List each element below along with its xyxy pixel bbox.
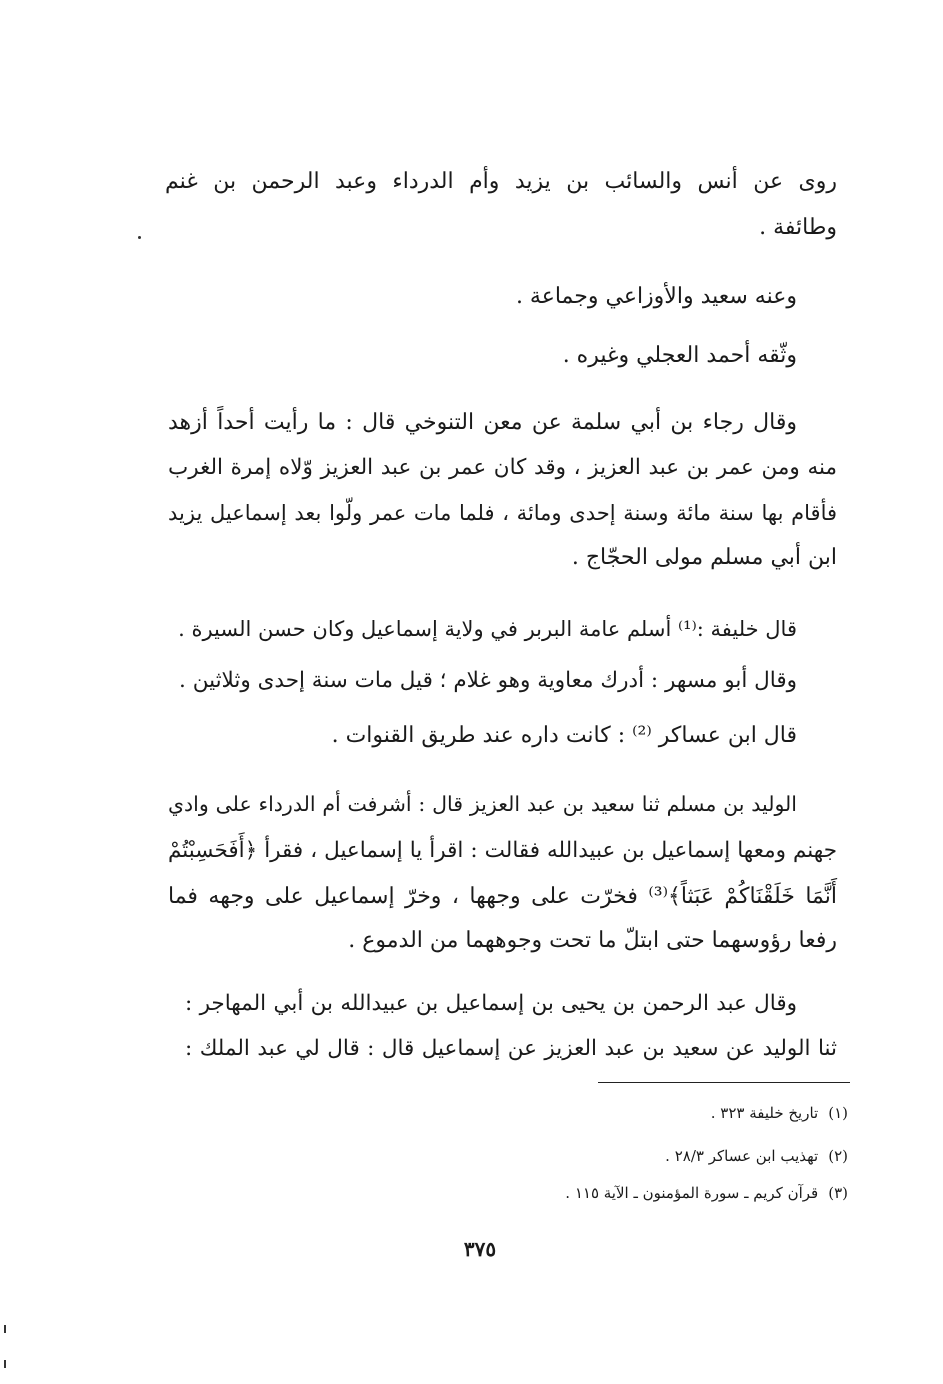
body-text-line: ثنا الوليد عن سعيد بن عبد العزيز عن إسماعيل قال : قال لي عبد الملك : — [185, 1036, 837, 1061]
footnote-text: قرآن كريم ـ سورة المؤمنون ـ الآية ١١٥ . — [565, 1184, 819, 1202]
body-text-line: روى عن أنس والسائب بن يزيد وأم الدرداء وعبد الرحمن بن غنم — [165, 169, 837, 194]
body-text-line: جهنم ومعها إسماعيل بن عبيدالله فقالت : اقرأ يا إسماعيل ، فقرأ ﴿أَفَحَسِبْتُمْ — [168, 838, 837, 863]
footnote — [565, 1182, 848, 1204]
body-text-line: وعنه سعيد والأوزاعي وجماعة . — [515, 284, 797, 309]
scan-speck — [4, 1360, 6, 1368]
footnote — [665, 1145, 848, 1167]
body-text-line: وثّقه أحمد العجلي وغيره . — [562, 343, 797, 368]
body-text-line: وقال عبد الرحمن بن يحيى بن إسماعيل بن عبيدالله بن أبي المهاجر : — [185, 991, 797, 1016]
body-text-line: الوليد بن مسلم ثنا سعيد بن عبد العزيز قال : أشرفت أم الدرداء على وادي — [168, 792, 797, 816]
body-text-line: قال ابن عساكر ⁽²⁾ : كانت داره عند طريق القنوات . — [331, 723, 797, 748]
footnote-text: تهذيب ابن عساكر ٢٨/٣ . — [665, 1147, 819, 1165]
body-text-line: منه ومن عمر بن عبد العزيز ، وقد كان عمر بن عبد العزيز وّلاه إمرة الغرب — [168, 455, 837, 480]
page-number: ٣٧٥ — [463, 1237, 497, 1261]
scan-speck — [138, 236, 141, 239]
body-text-line: قال خليفة :⁽¹⁾ أسلم عامة البربر في ولاية إسماعيل وكان حسن السيرة . — [178, 617, 797, 641]
body-text-line: ابن أبي مسلم مولى الحجّاج . — [571, 545, 837, 570]
footnote-text: تاريخ خليفة ٣٢٣ . — [710, 1104, 819, 1122]
footnote-marker: (١) — [828, 1104, 848, 1122]
footnote-separator — [598, 1082, 850, 1083]
footnote-marker: (٣) — [828, 1184, 848, 1202]
body-text-line: وقال رجاء بن أبي سلمة عن معن التنوخي قال : ما رأيت أحداً أزهد — [168, 410, 797, 435]
body-text-line: أَنَّمَا خَلَقْنَاكُمْ عَبَثاً﴾⁽³⁾ فخرّت على وجهها ، وخرّ إسماعيل على وجهه فما — [168, 884, 837, 909]
body-text-line: وقال أبو مسهر : أدرك معاوية وهو غلام ؛ قيل مات سنة إحدى وثلاثين . — [179, 668, 797, 693]
scan-speck — [4, 1325, 6, 1333]
body-text-line: وطائفة . — [759, 215, 837, 240]
body-text-line: رفعا رؤوسهما حتى ابتلّ ما تحت وجوههما من الدموع . — [348, 928, 837, 953]
body-text-line: فأقام بها سنة مائة وسنة إحدى ومائة ، فلما مات عمر ولّوا بعد إسماعيل يزيد — [168, 501, 837, 525]
footnote — [711, 1102, 848, 1124]
footnote-marker: (٢) — [828, 1147, 848, 1165]
